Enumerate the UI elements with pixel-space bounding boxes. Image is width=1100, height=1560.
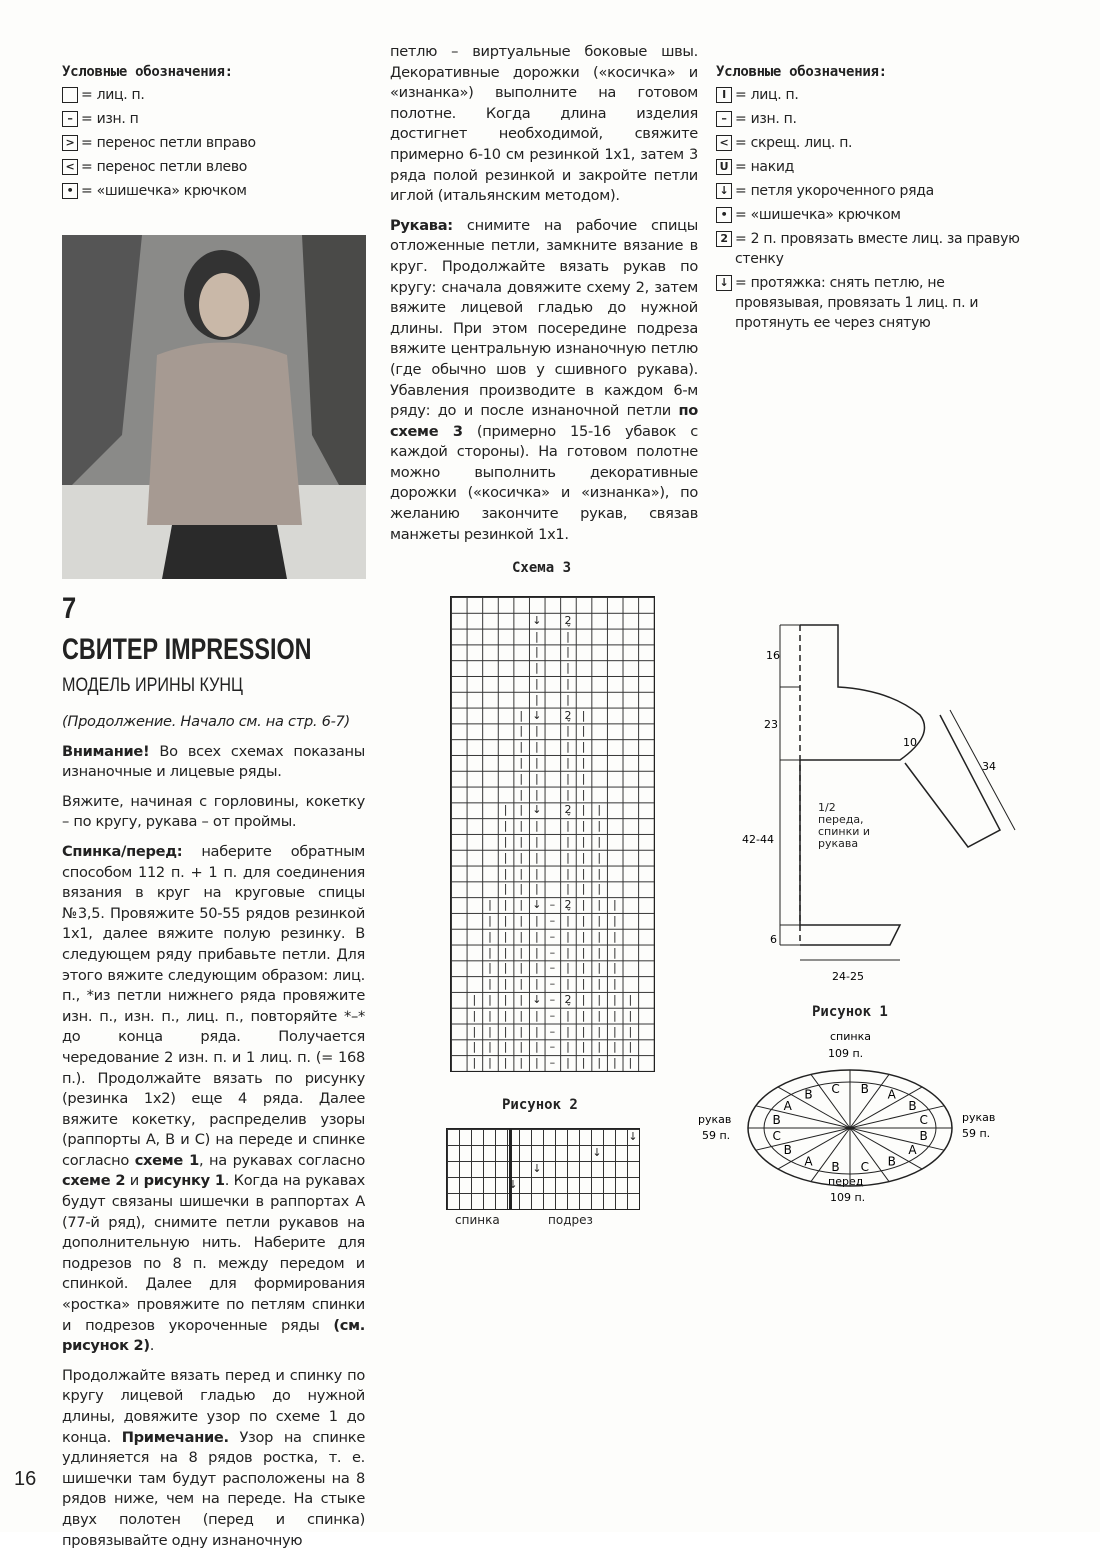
legend-item bbox=[716, 85, 1036, 105]
knit-symbol: | bbox=[488, 945, 492, 959]
knit-symbol: | bbox=[612, 914, 617, 927]
knit-symbol: | bbox=[488, 1040, 492, 1054]
knit-symbol: | bbox=[581, 771, 586, 785]
label-front-count: 109 п. bbox=[830, 1191, 866, 1204]
knit-symbol: | bbox=[628, 1024, 633, 1038]
left-text-column bbox=[62, 712, 365, 1560]
knit-symbol: | bbox=[519, 1040, 524, 1054]
knit-symbol: | bbox=[472, 1024, 477, 1038]
knit-symbol: | bbox=[581, 882, 586, 896]
yarn-over-square-icon: U bbox=[716, 159, 732, 175]
legend-item bbox=[62, 133, 362, 153]
knit-symbol: | bbox=[519, 724, 524, 738]
paragraph: Спинка/перед: наберите обратным способом 112 п. + 1 п. для соединения вязания в круг на круговые спицы №3,5. Провяжите 50-55 рядов резинкой 1х1, далее вяжите полую резинку. В следующем ряду прибавьте петли. Для этого вяжите следующим образом: лиц. п., *из петли нижнего ряда провяжите изн. п., изн. п., лиц. п., повторяйте *–* до конца ряда. Получается чередование 2 изн. п. и 1 лиц. п. (= 168 п.). Продолжайте вязать по рисунку (резинка 1х2) еще 4 ряда. Далее вяжите кокетку, распределив узоры (раппорты А, В и С) на переде и спинке согласно схеме 1, на рукавах согласно схеме 2 и рисунку 1. Когда на рукавах будут связаны шишечки в раппортах А (77-й ряд), снимите петли рукавов на дополнительную нить. Наберите для подрезов по 8 п. между передом и спинкой. Далее для формирования «ростка» провяжите по петлям спинки и подрезов укороченные ряды (см. рисунок 2). bbox=[62, 842, 365, 1355]
segment-label: A bbox=[908, 1143, 917, 1158]
segment-label: B bbox=[804, 1087, 813, 1102]
knit-symbol: | bbox=[472, 1040, 477, 1054]
legend-right bbox=[716, 62, 1036, 337]
knit-symbol: | bbox=[534, 866, 539, 880]
article-title: СВИТЕР IMPRESSION bbox=[62, 633, 312, 666]
knit-symbol: | bbox=[534, 1008, 539, 1022]
knit-symbol: | bbox=[534, 977, 539, 991]
knit-symbol: | bbox=[503, 929, 508, 943]
measure-16: 16 bbox=[766, 649, 780, 662]
figure2-caption: Рисунок 2 bbox=[502, 1097, 578, 1113]
figure1-caption: Рисунок 1 bbox=[812, 1004, 888, 1020]
knit-symbol: | bbox=[581, 850, 586, 864]
cross-left-square-icon: < bbox=[716, 135, 732, 151]
article-subtitle: МОДЕЛЬ ИРИНЫ КУНЦ bbox=[62, 675, 243, 696]
purl-symbol: – bbox=[549, 1040, 556, 1054]
knit-symbol: | bbox=[534, 661, 539, 675]
schematic-label: 1/2 переда, спинки и рукава bbox=[818, 801, 871, 850]
legend-label: = петля укороченного ряда bbox=[735, 182, 934, 199]
knit-symbol: | bbox=[534, 756, 539, 769]
knit-symbol: | bbox=[566, 850, 570, 864]
knit-symbol: | bbox=[488, 898, 492, 912]
dot-square-icon: • bbox=[716, 207, 732, 223]
legend-label: = изн. п bbox=[81, 110, 139, 127]
segment-label: A bbox=[783, 1098, 792, 1113]
short-row-symbol: ↓ bbox=[532, 993, 542, 1006]
knit-symbol: | bbox=[519, 756, 524, 769]
knit-symbol: | bbox=[597, 1040, 602, 1054]
knit-symbol: | bbox=[581, 929, 586, 943]
knit-symbol: | bbox=[612, 945, 617, 959]
two-together-square-icon: 2 bbox=[716, 231, 732, 247]
page-number: 16 bbox=[14, 1468, 37, 1490]
legend-item bbox=[716, 273, 1036, 333]
legend-item bbox=[716, 229, 1036, 269]
segment-label: A bbox=[887, 1087, 896, 1102]
knit-symbol: | bbox=[566, 945, 570, 959]
knit-symbol: | bbox=[612, 929, 617, 943]
figure1-diagram bbox=[690, 1025, 1010, 1205]
knit-symbol: | bbox=[581, 945, 586, 959]
knit-symbol: | bbox=[503, 993, 508, 1006]
knit-symbol: | bbox=[566, 1024, 570, 1038]
purl-symbol: – bbox=[549, 993, 556, 1006]
knit-symbol: | bbox=[566, 677, 570, 690]
short-row-symbol: ↓ bbox=[508, 1178, 518, 1191]
dash-square-icon: – bbox=[62, 111, 78, 127]
scheme3-caption: Схема 3 bbox=[512, 560, 572, 576]
two-together-symbol: 2̬ bbox=[564, 993, 572, 1006]
knit-symbol: | bbox=[503, 803, 508, 817]
knit-symbol: | bbox=[534, 819, 539, 833]
knit-symbol: | bbox=[488, 1024, 492, 1038]
knit-symbol: | bbox=[534, 1056, 539, 1070]
knit-symbol: | bbox=[597, 819, 602, 833]
measure-42-44: 42-44 bbox=[742, 833, 774, 846]
knit-symbol: | bbox=[488, 914, 492, 927]
knit-symbol: | bbox=[566, 929, 570, 943]
knit-symbol: | bbox=[581, 803, 586, 817]
knit-symbol: | bbox=[581, 756, 586, 769]
scheme3-chart bbox=[450, 596, 655, 1072]
knit-symbol: | bbox=[519, 819, 524, 833]
knit-symbol: | bbox=[503, 977, 508, 991]
knit-symbol: | bbox=[488, 1008, 492, 1022]
knit-symbol: | bbox=[519, 803, 524, 817]
knit-symbol: | bbox=[612, 1008, 617, 1022]
label-left-sleeve: рукав bbox=[698, 1113, 732, 1126]
purl-symbol: – bbox=[549, 1008, 556, 1022]
knit-symbol: | bbox=[612, 977, 617, 991]
legend-label: = «шишечка» крючком bbox=[735, 206, 901, 223]
legend-label: = лиц. п. bbox=[735, 86, 799, 103]
knit-symbol: | bbox=[519, 866, 524, 880]
knit-symbol: | bbox=[503, 914, 508, 927]
legend-label: = накид bbox=[735, 158, 795, 175]
knit-symbol: | bbox=[534, 787, 539, 801]
knit-symbol: | bbox=[597, 866, 602, 880]
short-row-symbol: ↓ bbox=[532, 1162, 542, 1175]
knit-symbol: | bbox=[566, 756, 570, 769]
knit-symbol: | bbox=[488, 993, 492, 1006]
legend-label: = перенос петли влево bbox=[81, 158, 248, 175]
legend-label: = перенос петли вправо bbox=[81, 134, 256, 151]
bar-square-icon: I bbox=[716, 87, 732, 103]
knit-symbol: | bbox=[519, 1024, 524, 1038]
article-number: 7 bbox=[62, 592, 77, 625]
knit-symbol: | bbox=[519, 708, 524, 722]
knit-symbol: | bbox=[472, 1056, 477, 1070]
knit-symbol: | bbox=[519, 898, 524, 912]
segment-label: B bbox=[919, 1128, 928, 1143]
knit-symbol: | bbox=[566, 645, 570, 659]
arrow-left-square-icon: < bbox=[62, 159, 78, 175]
two-together-symbol: 2̬ bbox=[564, 708, 572, 722]
knit-symbol: | bbox=[581, 1056, 586, 1070]
segment-label: A bbox=[804, 1154, 813, 1169]
knit-symbol: | bbox=[581, 977, 586, 991]
legend-item bbox=[62, 157, 362, 177]
knit-symbol: | bbox=[581, 866, 586, 880]
segment-label: B bbox=[831, 1160, 840, 1175]
legend-label: = 2 п. провязать вместе лиц. за правую стенку bbox=[735, 230, 1020, 267]
knit-symbol: | bbox=[503, 866, 508, 880]
paragraph: Вяжите, начиная с горловины, кокетку – по кругу, рукава – от проймы. bbox=[62, 792, 365, 831]
figure2-label-back: спинка bbox=[455, 1213, 500, 1227]
purl-symbol: – bbox=[549, 1024, 556, 1038]
knit-symbol: | bbox=[566, 961, 570, 975]
knit-symbol: | bbox=[488, 1056, 492, 1070]
knit-symbol: | bbox=[519, 882, 524, 896]
knit-symbol: | bbox=[534, 835, 539, 848]
knit-symbol: | bbox=[581, 993, 586, 1006]
figure2-chart bbox=[446, 1128, 640, 1210]
knit-symbol: | bbox=[566, 661, 570, 675]
legend-title: Условные обозначения: bbox=[716, 64, 887, 80]
two-together-symbol: 2̬ bbox=[564, 898, 572, 912]
purl-symbol: – bbox=[549, 977, 556, 991]
knit-symbol: | bbox=[534, 961, 539, 975]
knit-symbol: | bbox=[503, 1056, 508, 1070]
legend-item bbox=[716, 181, 1036, 201]
legend-label: = протяжка: снять петлю, не провязывая, провязать 1 лиц. п. и протянуть ее через снятую bbox=[735, 274, 979, 331]
knit-symbol: | bbox=[519, 961, 524, 975]
legend-left bbox=[62, 62, 362, 205]
segment-label: C bbox=[772, 1128, 781, 1143]
legend-item bbox=[716, 205, 1036, 225]
purl-symbol: – bbox=[549, 1056, 556, 1070]
knit-symbol: | bbox=[581, 1024, 586, 1038]
legend-label: = скрещ. лиц. п. bbox=[735, 134, 853, 151]
knit-symbol: | bbox=[519, 929, 524, 943]
knit-symbol: | bbox=[581, 740, 586, 754]
knit-symbol: | bbox=[581, 787, 586, 801]
legend-item bbox=[716, 133, 1036, 153]
paragraph: Рукава: снимите на рабочие спицы отложенные петли, замкните вязание в круг. Продолжайте вязать рукав по кругу: сначала довяжите схему 2, затем вяжите лицевой гладью до нужной длины. При этом посередине подреза вяжите центральную изнаночную петлю (где обычно шов у сшивного рукава). Убавления производите в каждом 6-м ряду: до и после изнаночной петли по схеме 3 (примерно 15-16 убавок с каждой стороны). На готовом полотне можно выполнить декоративные дорожки («косичка» и «изнанка»), по желанию закончите рукав, связав манжеты резинкой 1х1. bbox=[390, 216, 698, 543]
knit-symbol: | bbox=[597, 1024, 602, 1038]
knit-symbol: | bbox=[581, 1040, 586, 1054]
knit-symbol: | bbox=[519, 914, 524, 927]
knit-symbol: | bbox=[519, 787, 524, 801]
legend-title: Условные обозначения: bbox=[62, 64, 233, 80]
knit-symbol: | bbox=[503, 961, 508, 975]
knit-symbol: | bbox=[519, 850, 524, 864]
knit-symbol: | bbox=[519, 771, 524, 785]
knit-symbol: | bbox=[597, 882, 602, 896]
measure-6: 6 bbox=[770, 933, 777, 946]
dot-square-icon: • bbox=[62, 183, 78, 199]
knit-symbol: | bbox=[597, 945, 602, 959]
knit-symbol: | bbox=[628, 1040, 633, 1054]
knit-symbol: | bbox=[566, 1040, 570, 1054]
segment-label: C bbox=[860, 1160, 870, 1175]
knit-symbol: | bbox=[566, 819, 570, 833]
short-row-symbol: ↓ bbox=[592, 1146, 602, 1159]
knit-symbol: | bbox=[581, 724, 586, 738]
knit-symbol: | bbox=[581, 914, 586, 927]
knit-symbol: | bbox=[566, 866, 570, 880]
legend-item bbox=[62, 85, 362, 105]
knit-symbol: | bbox=[503, 1008, 508, 1022]
knit-symbol: | bbox=[597, 977, 602, 991]
label-left-sleeve-count: 59 п. bbox=[702, 1129, 731, 1142]
knit-symbol: | bbox=[597, 1008, 602, 1022]
label-back-count: 109 п. bbox=[828, 1047, 864, 1060]
segment-label: B bbox=[887, 1154, 896, 1169]
paragraph: петлю – виртуальные боковые швы. Декоративные дорожки («косичка» и «изнанка») выполните на готовом полотне. Когда длина изделия достигнет необходимой, свяжите примерно 6-10 см резинкой 1х1, затем 3 ряда полой резинкой и закройте петли иглой (итальянским методом). bbox=[390, 43, 698, 205]
knit-symbol: | bbox=[519, 835, 524, 848]
knit-symbol: | bbox=[566, 787, 570, 801]
knit-symbol: | bbox=[534, 914, 539, 927]
knit-symbol: | bbox=[597, 961, 602, 975]
knit-symbol: | bbox=[612, 1024, 617, 1038]
label-right-sleeve-count: 59 п. bbox=[962, 1127, 991, 1140]
knit-symbol: | bbox=[566, 740, 570, 754]
knit-symbol: | bbox=[612, 993, 617, 1006]
two-together-symbol: 2̬ bbox=[564, 613, 572, 627]
knit-symbol: | bbox=[597, 898, 602, 912]
knit-symbol: | bbox=[581, 961, 586, 975]
knit-symbol: | bbox=[503, 850, 508, 864]
purl-symbol: – bbox=[549, 914, 556, 927]
knit-symbol: | bbox=[581, 708, 586, 722]
two-together-symbol: 2̬ bbox=[564, 803, 572, 817]
knit-symbol: | bbox=[566, 724, 570, 738]
knit-symbol: | bbox=[519, 977, 524, 991]
knit-symbol: | bbox=[503, 1024, 508, 1038]
knit-symbol: | bbox=[534, 677, 539, 690]
empty-square-icon bbox=[62, 87, 78, 103]
purl-symbol: – bbox=[549, 945, 556, 959]
legend-label: = лиц. п. bbox=[81, 86, 145, 103]
knit-symbol: | bbox=[566, 1056, 570, 1070]
knit-symbol: | bbox=[534, 740, 539, 754]
knit-symbol: | bbox=[581, 898, 586, 912]
knit-symbol: | bbox=[597, 914, 602, 927]
knit-symbol: | bbox=[534, 724, 539, 738]
knit-symbol: | bbox=[472, 1008, 477, 1022]
knit-symbol: | bbox=[503, 945, 508, 959]
knit-symbol: | bbox=[566, 692, 570, 706]
knit-symbol: | bbox=[612, 961, 617, 975]
knit-symbol: | bbox=[628, 993, 633, 1006]
purl-symbol: – bbox=[549, 961, 556, 975]
knit-symbol: | bbox=[597, 1056, 602, 1070]
knit-symbol: | bbox=[534, 945, 539, 959]
knit-symbol: | bbox=[597, 803, 602, 817]
knit-symbol: | bbox=[503, 819, 508, 833]
knit-symbol: | bbox=[597, 850, 602, 864]
photo-illustration bbox=[62, 235, 366, 579]
knit-symbol: | bbox=[519, 993, 524, 1006]
knit-symbol: | bbox=[612, 1056, 617, 1070]
segment-label: B bbox=[908, 1098, 917, 1113]
short-row-symbol: ↓ bbox=[532, 613, 542, 627]
knit-symbol: | bbox=[488, 961, 492, 975]
knit-symbol: | bbox=[519, 1008, 524, 1022]
knit-symbol: | bbox=[597, 929, 602, 943]
segment-label: B bbox=[783, 1143, 792, 1158]
knit-symbol: | bbox=[597, 993, 602, 1006]
knit-symbol: | bbox=[519, 945, 524, 959]
knit-symbol: | bbox=[581, 819, 586, 833]
knit-symbol: | bbox=[519, 1056, 524, 1070]
knit-symbol: | bbox=[534, 1024, 539, 1038]
measure-10: 10 bbox=[903, 736, 917, 749]
knit-symbol: | bbox=[472, 993, 477, 1006]
knit-symbol: | bbox=[628, 1056, 633, 1070]
label-front: перед bbox=[828, 1175, 864, 1188]
knit-symbol: | bbox=[534, 929, 539, 943]
pull-through-square-icon: ↓ bbox=[716, 275, 732, 291]
knit-symbol: | bbox=[628, 1008, 633, 1022]
short-row-symbol: ↓ bbox=[532, 803, 542, 817]
paragraph: Продолжайте вязать перед и спинку по кругу лицевой гладью до нужной длины, довяжите узор по схеме 1 до конца. Примечание. Узор на спинке удлиняется на 8 рядов ростка, т. е. шишечки там будут расположены на 8 рядов ниже, чем на переде. На стыке двух полотен (перед и спинка) провязывайте одну изнаночную bbox=[62, 1366, 365, 1549]
purl-symbol: – bbox=[549, 898, 556, 912]
knit-symbol: | bbox=[566, 1008, 570, 1022]
knit-symbol: | bbox=[503, 898, 508, 912]
paragraph: Внимание! Во всех схемах показаны изнаночные и лицевые ряды. bbox=[62, 742, 365, 781]
knit-symbol: | bbox=[612, 898, 617, 912]
segment-label: B bbox=[772, 1113, 781, 1128]
knit-symbol: | bbox=[566, 629, 570, 643]
knit-symbol: | bbox=[534, 629, 539, 643]
knit-symbol: | bbox=[566, 835, 570, 848]
knit-symbol: | bbox=[503, 1040, 508, 1054]
knit-symbol: | bbox=[566, 882, 570, 896]
legend-label: = изн. п. bbox=[735, 110, 797, 127]
short-row-symbol: ↓ bbox=[532, 898, 542, 912]
measure-23: 23 bbox=[764, 718, 778, 731]
knit-symbol: | bbox=[566, 977, 570, 991]
knit-symbol: | bbox=[534, 850, 539, 864]
knit-symbol: | bbox=[488, 929, 492, 943]
knit-symbol: | bbox=[503, 835, 508, 848]
knit-symbol: | bbox=[519, 740, 524, 754]
figure2-label-gusset: подрез bbox=[548, 1213, 593, 1227]
legend-label: = «шишечка» крючком bbox=[81, 182, 247, 199]
knit-symbol: | bbox=[534, 1040, 539, 1054]
continued-note: (Продолжение. Начало см. на стр. 6-7) bbox=[62, 713, 350, 730]
garment-schematic bbox=[740, 615, 1060, 985]
knit-symbol: | bbox=[488, 977, 492, 991]
dash-square-icon: – bbox=[716, 111, 732, 127]
knit-symbol: | bbox=[534, 882, 539, 896]
label-right-sleeve: рукав bbox=[962, 1111, 996, 1124]
legend-item bbox=[716, 109, 1036, 129]
short-row-symbol: ↓ bbox=[628, 1130, 638, 1143]
middle-text-column bbox=[390, 42, 698, 554]
segment-label: C bbox=[919, 1113, 928, 1128]
knit-symbol: | bbox=[534, 692, 539, 706]
legend-item bbox=[62, 109, 362, 129]
knit-symbol: | bbox=[581, 1008, 586, 1022]
segment-label: B bbox=[860, 1081, 869, 1096]
measure-24-25: 24-25 bbox=[832, 970, 864, 983]
knit-symbol: | bbox=[534, 645, 539, 659]
arrow-right-square-icon: > bbox=[62, 135, 78, 151]
legend-item bbox=[62, 181, 362, 201]
knit-symbol: | bbox=[612, 1040, 617, 1054]
knit-symbol: | bbox=[503, 882, 508, 896]
down-arrow-square-icon: ↓ bbox=[716, 183, 732, 199]
knit-symbol: | bbox=[534, 771, 539, 785]
measure-34: 34 bbox=[982, 760, 996, 773]
legend-item bbox=[716, 157, 1036, 177]
knit-symbol: | bbox=[597, 835, 602, 848]
knit-symbol: | bbox=[566, 914, 570, 927]
model-photo bbox=[62, 235, 366, 579]
segment-label: C bbox=[831, 1081, 840, 1096]
knit-symbol: | bbox=[581, 835, 586, 848]
purl-symbol: – bbox=[549, 929, 556, 943]
label-back: спинка bbox=[830, 1030, 871, 1043]
short-row-symbol: ↓ bbox=[532, 708, 542, 722]
knit-symbol: | bbox=[566, 771, 570, 785]
